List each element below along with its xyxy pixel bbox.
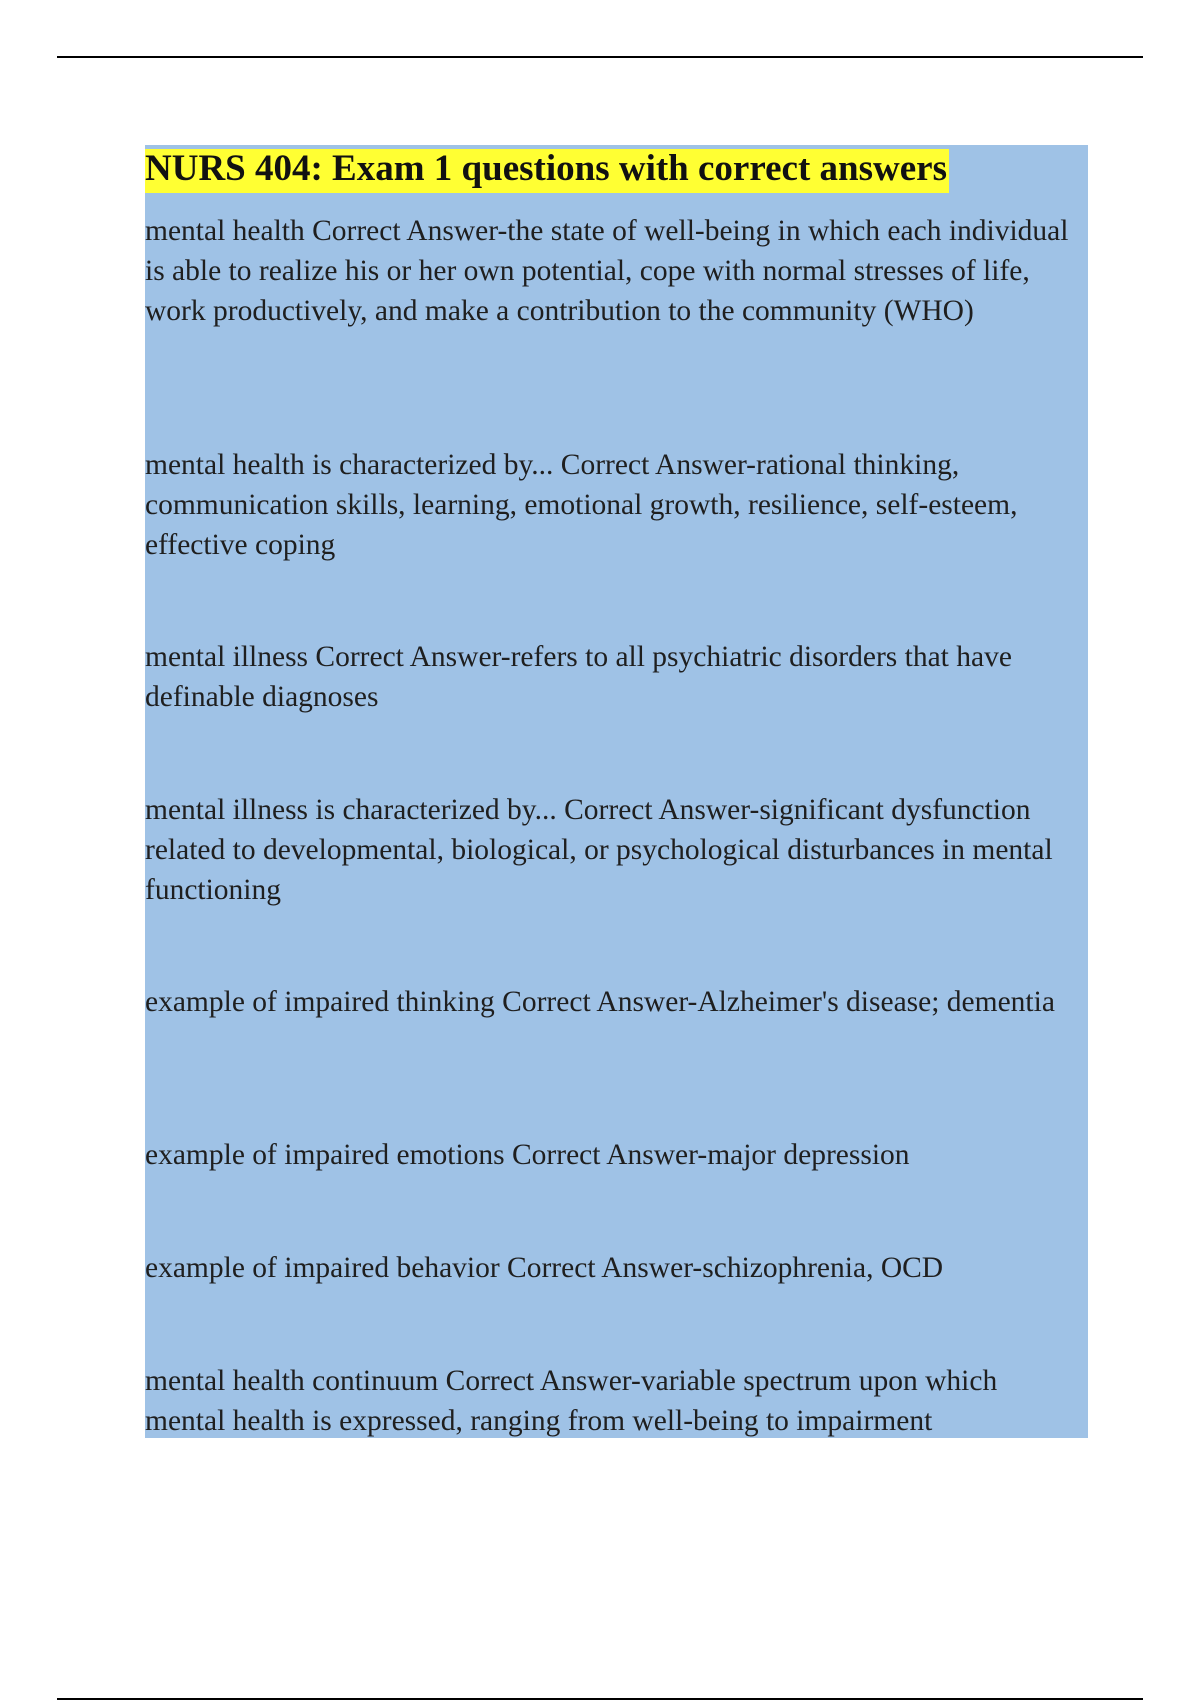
- qa-entry-mental-illness: mental illness Correct Answer-refers to all psychiatric disorders that have definable diagnoses: [145, 641, 1012, 713]
- highlighted-content-block: [145, 145, 1088, 1438]
- qa-entry-mental-illness-characteristics: mental illness is characterized by... Correct Answer-significant dysfunction related to developmental, biological, or psychological disturbances in mental functioning: [145, 794, 1053, 906]
- qa-entry-impaired-thinking: example of impaired thinking Correct Answer-Alzheimer's disease; dementia: [145, 986, 1055, 1018]
- qa-entry-impaired-emotions: example of impaired emotions Correct Answer-major depression: [145, 1139, 910, 1171]
- header-rule: [57, 56, 1143, 58]
- qa-entry-mental-health-continuum: mental health continuum Correct Answer-variable spectrum upon which mental health is expressed, ranging from well-being to impairment: [145, 1365, 998, 1437]
- qa-entry-mental-health: mental health Correct Answer-the state of well-being in which each individual is able to realize his or her own potential, cope with normal stresses of life, work productively, and make a contribution to the community (WHO): [145, 215, 1069, 327]
- page-title: NURS 404: Exam 1 questions with correct answers: [145, 149, 949, 193]
- qa-entry-mental-health-characteristics: mental health is characterized by... Correct Answer-rational thinking, communication skills, learning, emotional growth, resilience, self-esteem, effective coping: [145, 449, 1018, 561]
- qa-entry-impaired-behavior: example of impaired behavior Correct Answer-schizophrenia, OCD: [145, 1252, 944, 1284]
